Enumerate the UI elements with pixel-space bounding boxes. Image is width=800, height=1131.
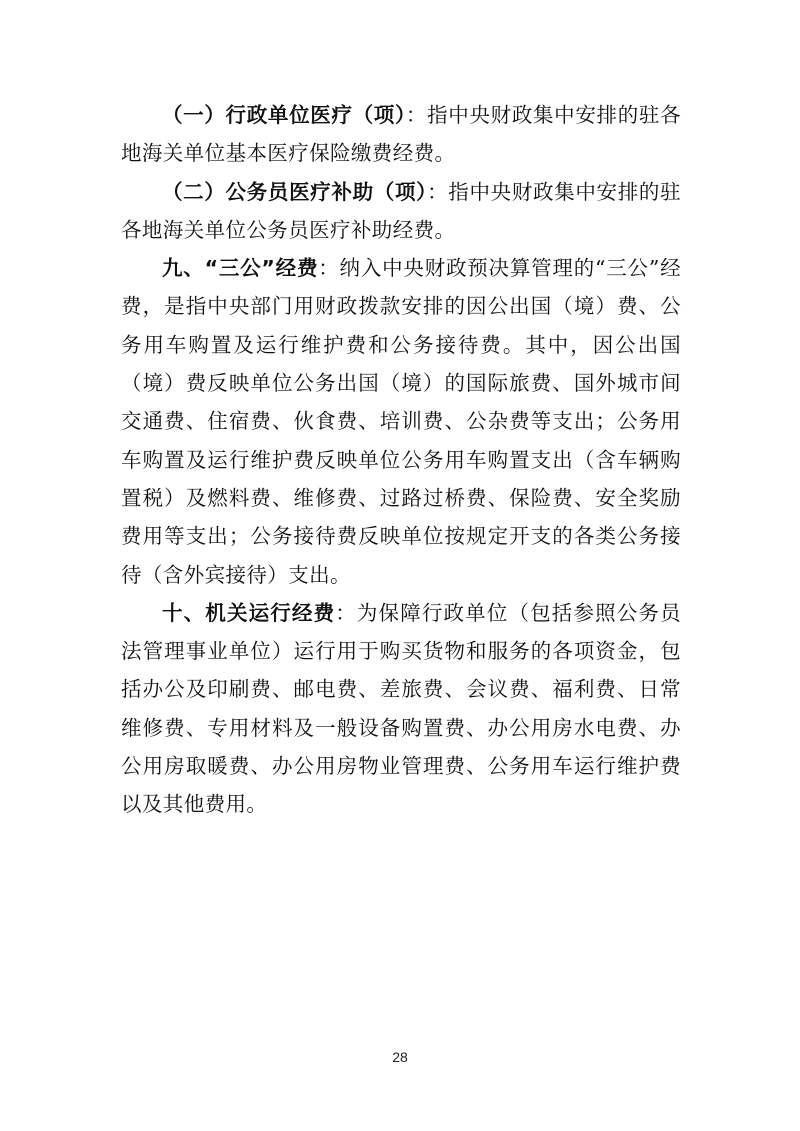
definition-agency-operating-expenses: ：为保障行政单位（包括参照公务员法管理事业单位）运行用于购买货物和服务的各项资金，包括办公及印刷费、邮电费、差旅费、会议费、福利费、日常维修费、专用材料及一般设备购置费、办公用房水电费、办公用房取暖费、办公用房物业管理费、公务用车运行维护费以及其他费用。 [121, 600, 681, 817]
paragraph-civil-servant-medical-subsidy [121, 173, 681, 250]
page-number: 28 [392, 1049, 408, 1065]
paragraph-agency-operating-expenses [121, 594, 681, 824]
term-administrative-medical: （一）行政单位医疗（项） [162, 103, 406, 127]
document-body [121, 96, 681, 824]
definition-civil-servant-medical-subsidy: ：指中央财政集中安排的驻各地海关单位公务员医疗补助经费。 [121, 179, 681, 242]
paragraph-three-public-expenses [121, 249, 681, 594]
paragraph-administrative-medical [121, 96, 681, 173]
term-three-public-expenses: 九、“三公”经费 [162, 256, 319, 281]
definition-three-public-expenses: ：纳入中央财政预决算管理的“三公”经费，是指中央部门用财政拨款安排的因公出国（境）费、公务用车购置及运行维护费和公务接待费。其中，因公出国（境）费反映单位公务出国（境）的国际旅费、国外城市间交通费、住宿费、伙食费、培训费、公杂费等支出；公务用车购置及运行维护费反映单位公务用车购置支出（含车辆购置税）及燃料费、维修费、过路过桥费、保险费、安全奖励费用等支出；公务接待费反映单位按规定开支的各类公务接待（含外宾接待）支出。 [121, 256, 681, 587]
term-agency-operating-expenses: 十、机关运行经费 [162, 600, 336, 625]
term-civil-servant-medical-subsidy: （二）公务员医疗补助（项） [162, 179, 428, 204]
definition-administrative-medical: ：指中央财政集中安排的驻各地海关单位基本医疗保险缴费经费。 [121, 103, 681, 166]
